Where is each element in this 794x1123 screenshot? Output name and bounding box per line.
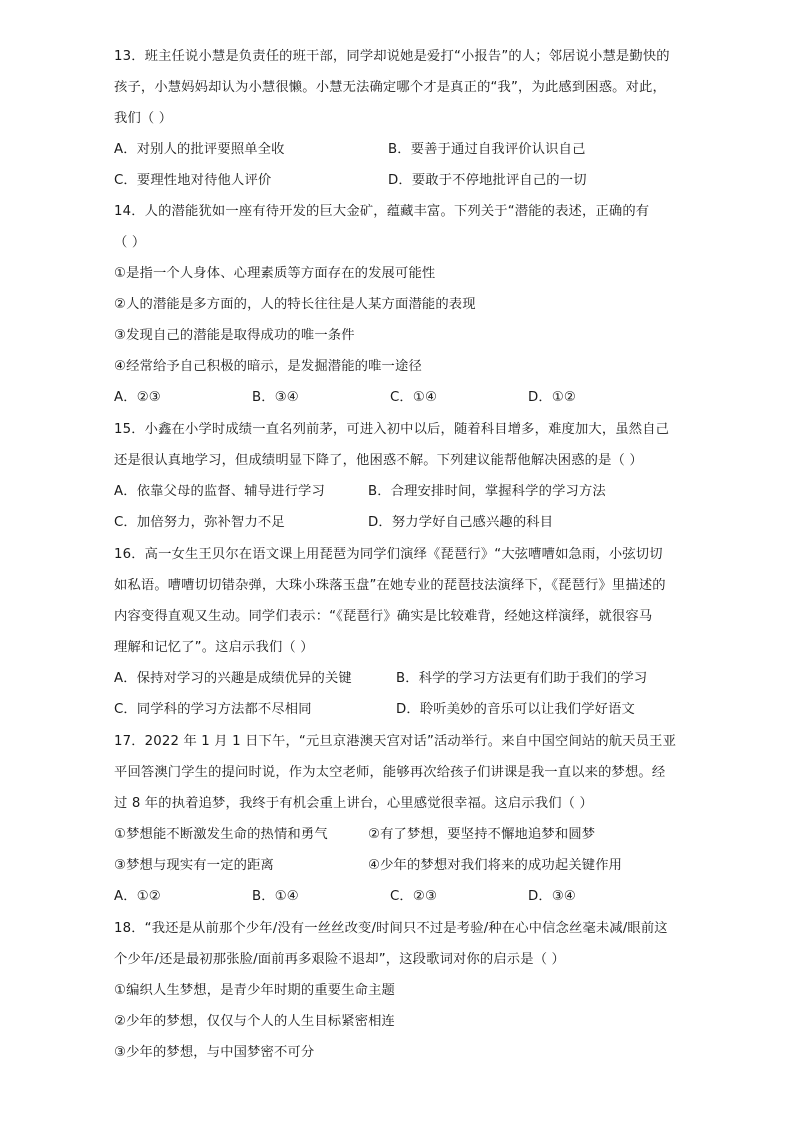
question-14-statement-3: ③发现自己的潜能是取得成功的唯一条件 bbox=[114, 328, 355, 343]
question-18-statement-3: ③少年的梦想，与中国梦密不可分 bbox=[114, 1045, 315, 1060]
question-17-line-2: 平回答澳门学生的提问时说，作为太空老师，能够再次给孩子们讲课是我一直以来的梦想。经 bbox=[114, 765, 666, 780]
question-18-statement-2: ②少年的梦想，仅仅与个人的人生目标紧密相连 bbox=[114, 1014, 396, 1029]
question-15-option-c: C．加倍努力，弥补智力不足 bbox=[114, 515, 285, 530]
question-16-option-c: C．同学科的学习方法都不尽相同 bbox=[114, 702, 312, 717]
question-16-line-2: 如私语。嘈嘈切切错杂弹，大珠小珠落玉盘”在她专业的琵琶技法演绎下，《琵琶行》里描述的 bbox=[114, 578, 666, 593]
question-15-option-a: A．依靠父母的监督、辅导进行学习 bbox=[114, 484, 325, 499]
question-17-statement-1: ①梦想能不断激发生命的热情和勇气 bbox=[114, 827, 328, 842]
question-18-line-1: 18．“我还是从前那个少年/没有一丝丝改变/时间只不过是考验/种在心中信念丝毫未减/眼前这 bbox=[114, 921, 668, 936]
question-17-option-c: C．②③ bbox=[390, 889, 438, 904]
question-13-option-c: C．要理性地对待他人评价 bbox=[114, 173, 272, 188]
question-17-line-3: 过 8 年的执着追梦，我终于有机会重上讲台，心里感觉很幸福。这启示我们（ ） bbox=[114, 796, 593, 811]
question-17-statement-4: ④少年的梦想对我们将来的成功起关键作用 bbox=[368, 858, 623, 873]
question-17-line-1: 17．2022 年 1 月 1 日下午，“元旦京港澳天宫对话”活动举行。来自中国空间站的航天员王亚 bbox=[114, 734, 677, 749]
question-18-statement-1: ①编织人生梦想，是青少年时期的重要生命主题 bbox=[114, 983, 396, 998]
question-14-option-c: C．①④ bbox=[390, 390, 438, 405]
question-13-option-b: B．要善于通过自我评价认识自己 bbox=[388, 142, 586, 157]
question-18-line-2: 个少年/还是最初那张脸/面前再多艰险不退却”，这段歌词对你的启示是（ ） bbox=[114, 952, 565, 967]
question-14-statement-4: ④经常给予自己积极的暗示，是发掘潜能的唯一途径 bbox=[114, 359, 422, 374]
question-15-option-b: B．合理安排时间，掌握科学的学习方法 bbox=[368, 484, 606, 499]
question-13-line-2: 孩子，小慧妈妈却认为小慧很懒。小慧无法确定哪个才是真正的“我”，为此感到困惑。对此， bbox=[114, 80, 666, 95]
question-17-statement-2: ②有了梦想，要坚持不懈地追梦和圆梦 bbox=[368, 827, 596, 842]
question-14-line-2: （ ） bbox=[114, 235, 146, 250]
question-13-option-d: D．要敢于不停地批评自己的一切 bbox=[388, 173, 587, 188]
question-14-option-a: A．②③ bbox=[114, 390, 161, 405]
question-16-line-1: 16．高一女生王贝尔在语文课上用琵琶为同学们演绎《琵琶行》“大弦嘈嘈如急雨，小弦切切 bbox=[114, 547, 663, 562]
question-13-option-a: A．对别人的批评要照单全收 bbox=[114, 142, 285, 157]
question-16-line-3: 内容变得直观又生动。同学们表示：“《琵琶行》确实是比较难背，经她这样演绎，就很容马 bbox=[114, 609, 653, 624]
question-17-option-b: B．①④ bbox=[252, 889, 299, 904]
question-15-line-2: 还是很认真地学习，但成绩明显下降了，他困惑不解。下列建议能帮他解决困惑的是（ ） bbox=[114, 453, 643, 468]
question-14-statement-1: ①是指一个人身体、心理素质等方面存在的发展可能性 bbox=[114, 266, 436, 281]
question-17-option-a: A．①② bbox=[114, 889, 161, 904]
question-17-statement-3: ③梦想与现实有一定的距离 bbox=[114, 858, 274, 873]
question-16-line-4: 理解和记忆了”。这启示我们（ ） bbox=[114, 640, 314, 655]
question-16-option-a: A．保持对学习的兴趣是成绩优异的关键 bbox=[114, 671, 352, 686]
question-14-line-1: 14．人的潜能犹如一座有待开发的巨大金矿，蕴藏丰富。下列关于“潜能的表述，正确的有 bbox=[114, 204, 650, 219]
question-16-option-b: B．科学的学习方法更有们助于我们的学习 bbox=[396, 671, 648, 686]
question-16-option-d: D．聆听美妙的音乐可以让我们学好语文 bbox=[396, 702, 635, 717]
question-13-line-3: 我们（ ） bbox=[114, 111, 173, 126]
question-15-option-d: D．努力学好自己感兴趣的科目 bbox=[368, 515, 554, 530]
question-14-option-d: D．①② bbox=[528, 390, 576, 405]
question-14-option-b: B．③④ bbox=[252, 390, 299, 405]
question-17-option-d: D．③④ bbox=[528, 889, 576, 904]
question-15-line-1: 15．小鑫在小学时成绩一直名列前茅，可进入初中以后，随着科目增多，难度加大，虽然自己 bbox=[114, 422, 670, 437]
question-13-line-1: 13．班主任说小慧是负责任的班干部，同学却说她是爱打“小报告”的人；邻居说小慧是勤快的 bbox=[114, 49, 670, 64]
question-14-statement-2: ②人的潜能是多方面的，人的特长往往是人某方面潜能的表现 bbox=[114, 297, 476, 312]
